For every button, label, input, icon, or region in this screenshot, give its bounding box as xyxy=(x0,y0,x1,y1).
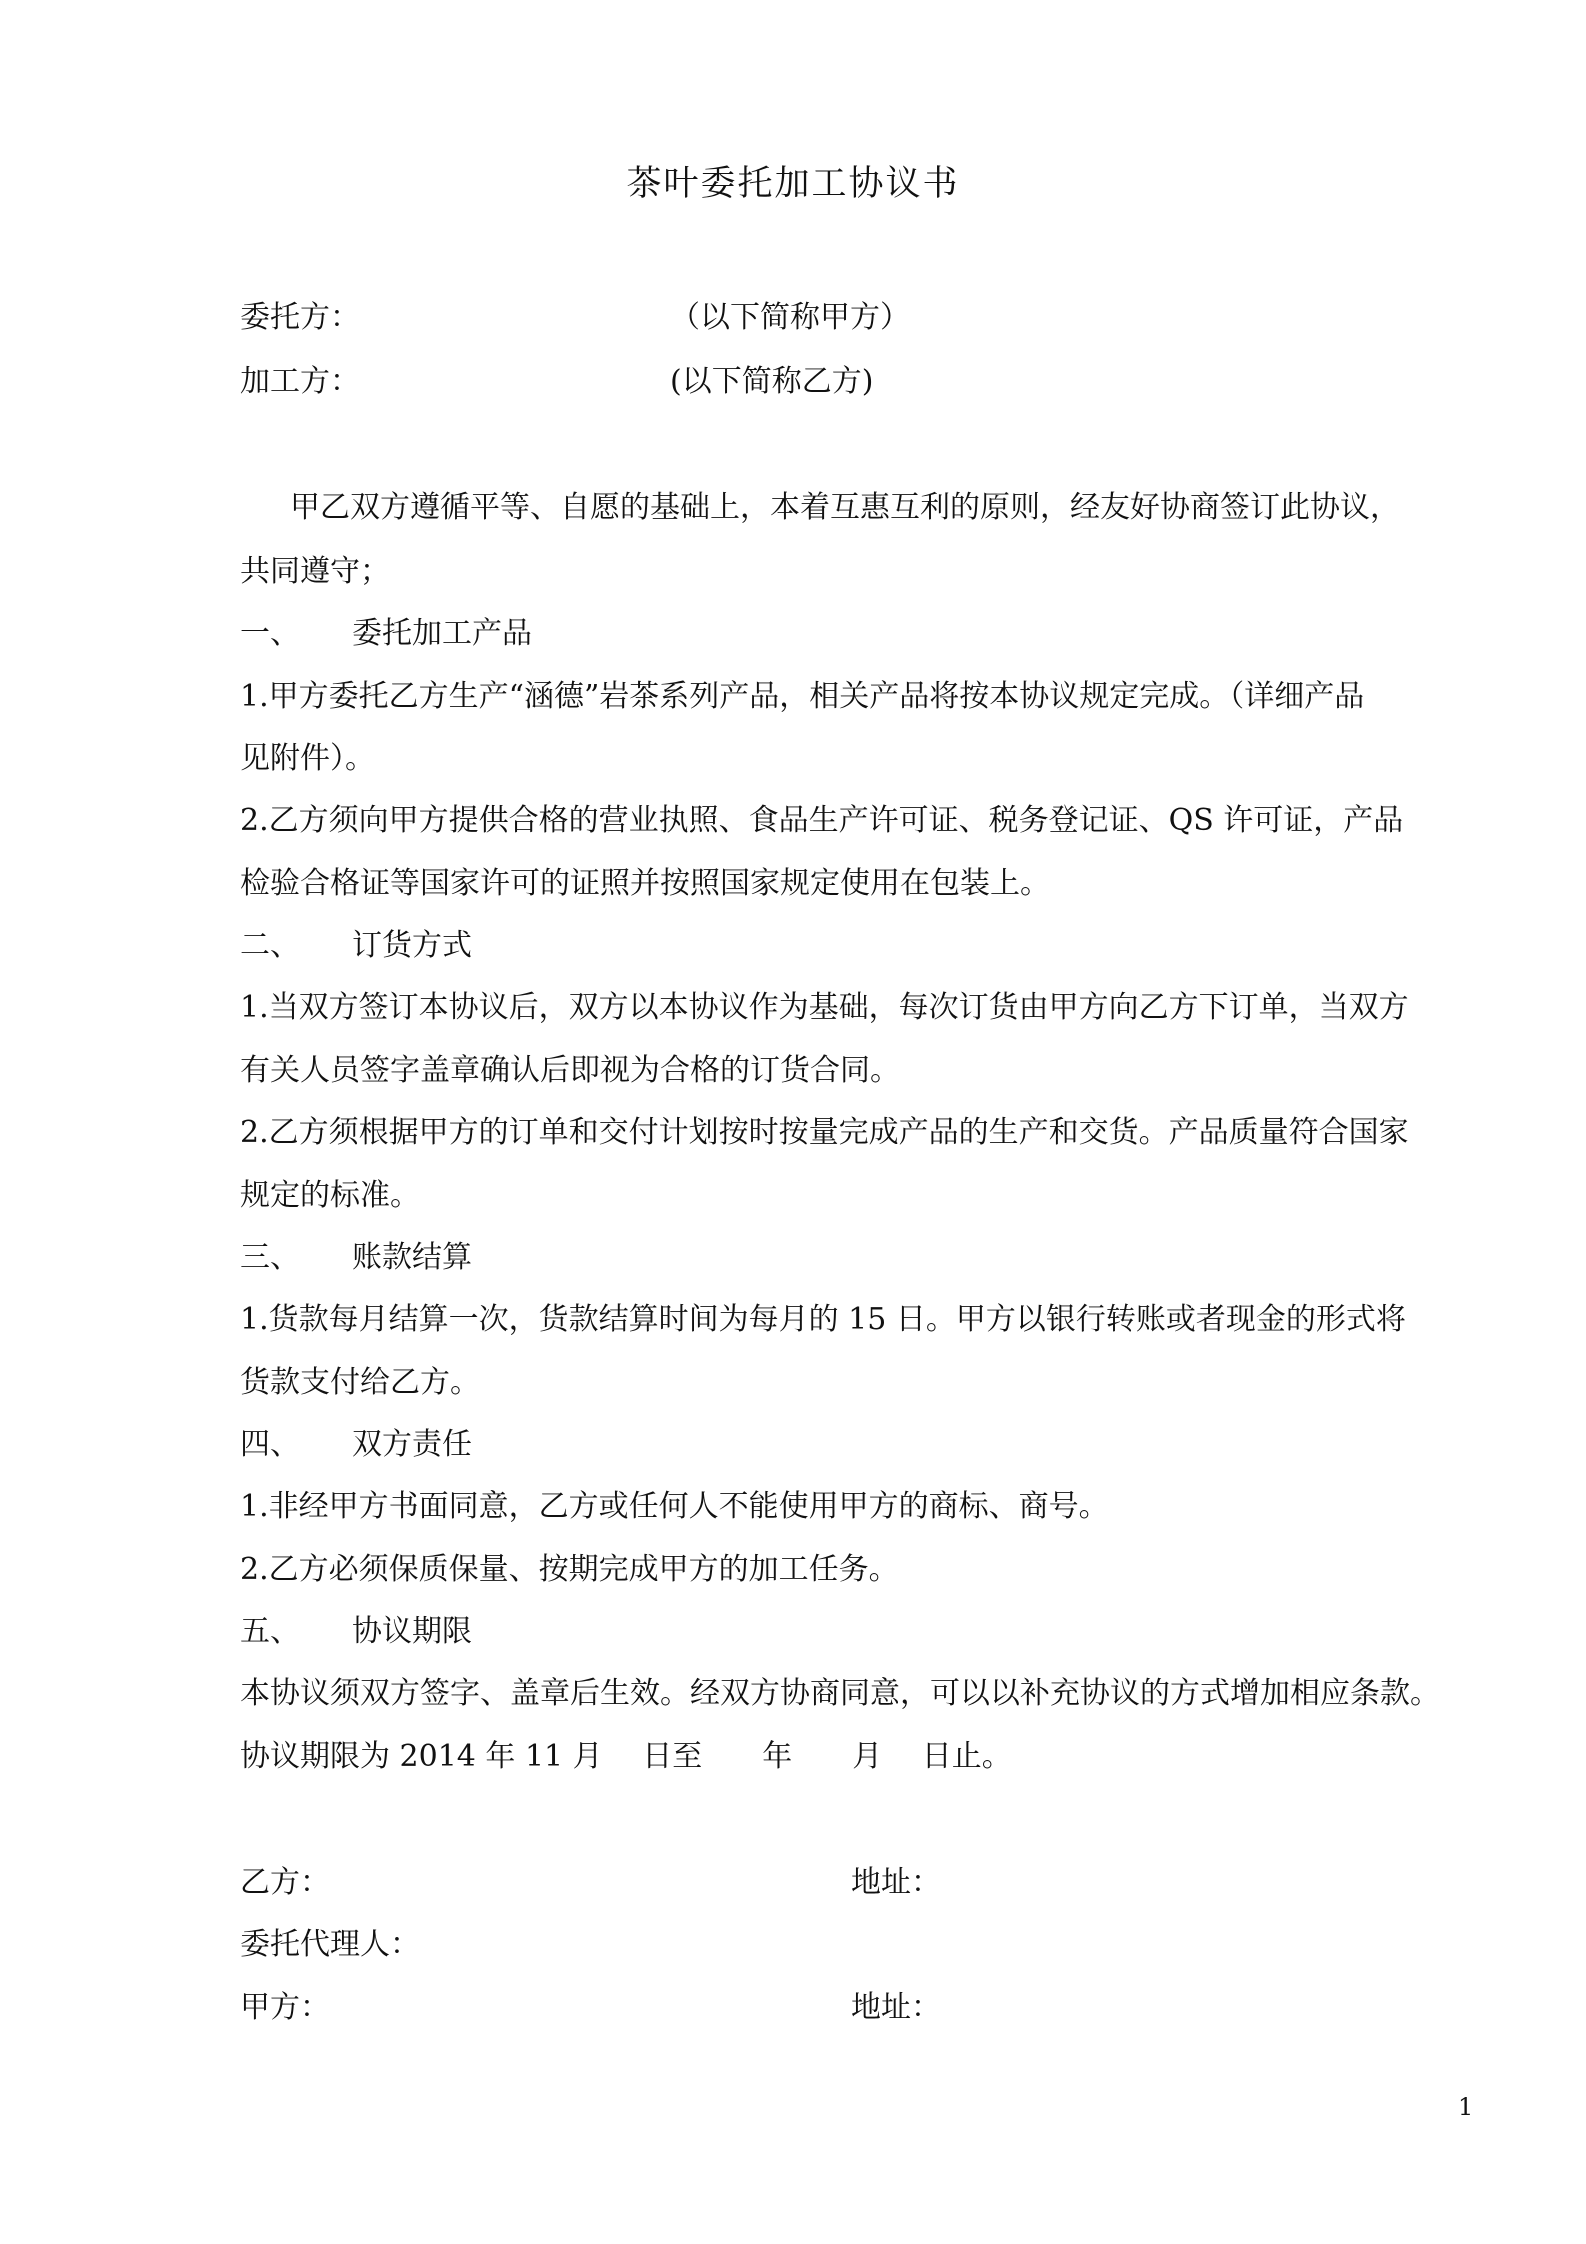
party-a-signature-label: 甲方： xyxy=(240,1990,330,2025)
section-5-heading xyxy=(240,1612,472,1652)
s1-p2-line-2: 检验合格证等国家许可的证照并按照国家规定使用在包装上。 xyxy=(240,866,1050,901)
intro-line-1: 甲乙双方遵循平等、自愿的基础上，本着互惠互利的原则，经友好协商签订此协议， xyxy=(290,490,1400,525)
client-label: 委托方： xyxy=(240,300,360,335)
s1-p1-line-1: 1.甲方委托乙方生产“涵德”岩茶系列产品，相关产品将按本协议规定完成。（详细产品 xyxy=(240,679,1365,714)
s2-p2-line-1: 2.乙方须根据甲方的订单和交付计划按时按量完成产品的生产和交货。产品质量符合国家 xyxy=(240,1115,1409,1150)
s2-p1-line-2: 有关人员签字盖章确认后即视为合格的订货合同。 xyxy=(240,1053,900,1088)
section-3-title: 账款结算 xyxy=(352,1240,472,1275)
s1-p1-line-2: 见附件）。 xyxy=(240,741,375,776)
party-b-signature-label: 乙方： xyxy=(240,1865,330,1900)
intro-line-2: 共同遵守； xyxy=(240,554,390,589)
page-number: 1 xyxy=(1458,2093,1474,2121)
section-2-number: 二、 xyxy=(240,928,300,963)
agent-signature-label: 委托代理人： xyxy=(240,1927,420,1962)
s2-p1-line-1: 1.当双方签订本协议后，双方以本协议作为基础，每次订货由甲方向乙方下订单，当双方 xyxy=(240,990,1409,1025)
s5-line-1: 本协议须双方签字、盖章后生效。经双方协商同意，可以以补充协议的方式增加相应条款。 xyxy=(240,1676,1440,1711)
party-a-address-label: 地址： xyxy=(851,1990,941,2025)
s1-p2-line-1: 2.乙方须向甲方提供合格的营业执照、食品生产许可证、税务登记证、QS 许可证，产品 xyxy=(240,803,1404,838)
s3-p1-line-1: 1.货款每月结算一次，货款结算时间为每月的 15 日。甲方以银行转账或者现金的形式将 xyxy=(240,1302,1406,1337)
section-4-number: 四、 xyxy=(240,1427,300,1462)
section-1-heading xyxy=(240,614,532,654)
section-4-heading xyxy=(240,1425,472,1465)
section-4-title: 双方责任 xyxy=(352,1427,472,1462)
s5-line-2: 协议期限为 2014 年 11 月 日至 年 月 日止。 xyxy=(240,1739,1012,1774)
party-b-address-label: 地址： xyxy=(851,1865,941,1900)
section-2-heading xyxy=(240,926,472,966)
section-3-number: 三、 xyxy=(240,1240,300,1275)
section-3-heading xyxy=(240,1238,472,1278)
s4-p2: 2.乙方必须保质保量、按期完成甲方的加工任务。 xyxy=(240,1552,899,1587)
s2-p2-line-2: 规定的标准。 xyxy=(240,1178,420,1213)
section-1-number: 一、 xyxy=(240,616,300,651)
processor-label: 加工方： xyxy=(240,364,360,399)
s4-p1: 1.非经甲方书面同意，乙方或任何人不能使用甲方的商标、商号。 xyxy=(240,1489,1109,1524)
section-1-title: 委托加工产品 xyxy=(352,616,532,651)
document-title: 茶叶委托加工协议书 xyxy=(626,164,960,204)
section-5-number: 五、 xyxy=(240,1614,300,1649)
client-note: （以下简称甲方） xyxy=(670,300,910,335)
processor-note: (以下简称乙方) xyxy=(670,364,874,399)
section-2-title: 订货方式 xyxy=(352,928,472,963)
s3-p1-line-2: 货款支付给乙方。 xyxy=(240,1365,480,1400)
section-5-title: 协议期限 xyxy=(352,1614,472,1649)
